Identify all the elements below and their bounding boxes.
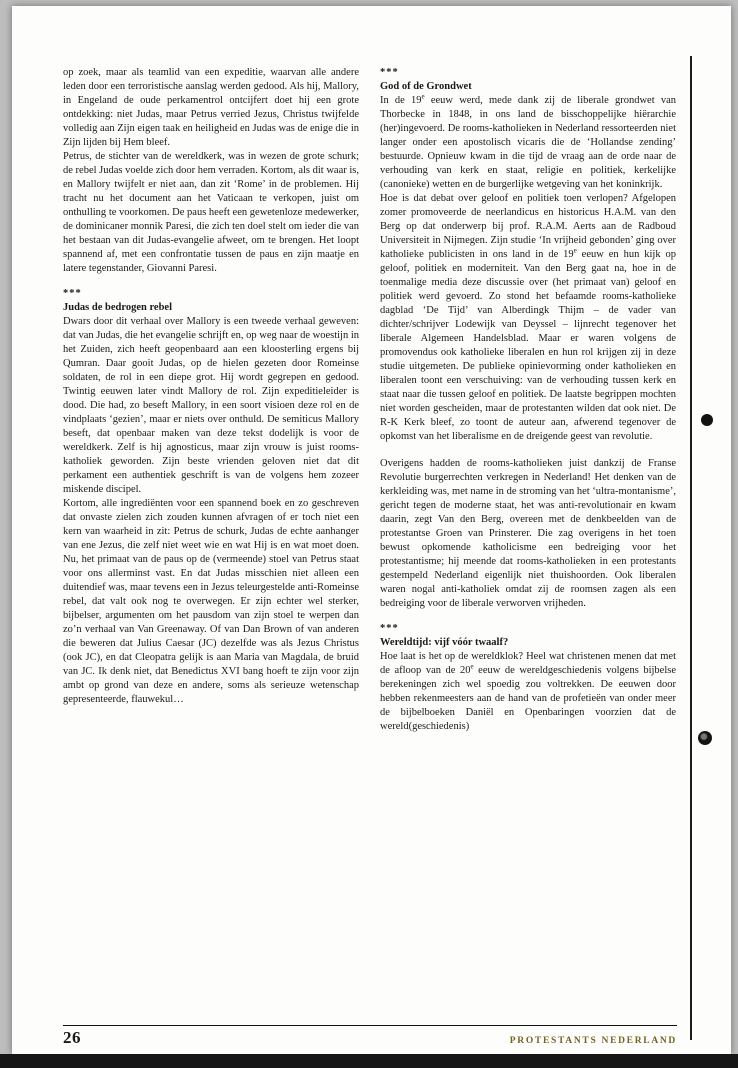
superscript-e: e (421, 92, 425, 101)
body-paragraph: op zoek, maar als teamlid van een expeditie, waarvan alle andere leden door een terroristische aanslag werden gedood. Als hij, Mallory, in Engeland de oude perkamentrol ontcijfert doet hij een grote ontdekking: niet Judas, maar Petrus verried Jezus, Christus twijfelde volledig aan Zijn eigen taak en heiligheid en Judas was de enige die in Zijn lijden bij Hem bleef. (63, 67, 359, 148)
section-separator: *** (380, 67, 399, 78)
footer-rule (63, 1025, 677, 1026)
page-number: 26 (63, 1028, 81, 1047)
magazine-title: PROTESTANTS NEDERLAND (509, 1036, 677, 1046)
superscript-e: e (470, 662, 474, 671)
section-heading: Judas de bedrogen rebel (63, 302, 172, 313)
registration-dot-2 (698, 731, 712, 745)
footer-row (63, 1028, 677, 1048)
scan-edge-band (0, 1054, 738, 1068)
body-paragraph: In de 19e eeuw werd, mede dank zij de liberale grondwet van Thorbecke in 1848, in ons land de bisschoppelijke hiërarchie (her)ingevoerd. De rooms-katholieken in Nederland ressorteerden niet langer onder een apostolisch vicaris die de ‘Hollandse zending’ bestuurde. Opnieuw kwam in die tijd de vraag aan de orde naar de verhouding van kerk en staat, religie en politiek, kerkelijke (canonieke) wetten en de burgerlijke wetgeving van het koninkrijk. (380, 92, 676, 190)
right-margin-rule (690, 56, 692, 1040)
column-right (380, 66, 676, 734)
registration-dot-1 (701, 414, 713, 426)
magazine-page (12, 6, 731, 1054)
body-paragraph: Hoe is dat debat over geloof en politiek toen verlopen? Afgelopen zomer promoveerde de neerlandicus en historicus H.A.M. van den Berg op dat onderwerp bij prof. R.A.M. Aerts aan de Radboud Universiteit in Nijmegen. Zijn studie ‘In vrijheid gebonden’ ging over katholieke publicisten in ons land in de 19e eeuw en hun kijk op geloof, politiek en moderniteit. Van den Berg gaat na, hoe in de toenmalige media deze discussie over (het primaat van) geloof en politiek werd gevoerd. Zo stond het befaamde rooms-katholieke dagblad ‘De Tijd’ van Alberdingk Thijm – de vader van dichter/schrijver Lodewijk van Deyssel – lijnrecht tegenover het liberale Algemeen Handelsblad. Maar er waren volgens de promovendus ook katholieke liberalen en hun rol krijgen zij in deze studie uitgemeten. De publieke opinievorming onder katholieken en liberalen toont een verschuiving: van de verhouding tussen kerk en staat naar die tussen geloof en politiek. De laatste begrippen mochten niet worden gescheiden, maar de protestanten wilden dat ook niet. De R-K Kerk bleef, zo toont de auteur aan, afwerend tegenover de opkomst van het liberalisme en de dreigende geest van revolutie. (380, 193, 677, 442)
text-columns (63, 66, 677, 734)
section-heading: Wereldtijd: vijf vóór twaalf? (380, 637, 509, 648)
section-heading: God of de Grondwet (380, 81, 472, 92)
column-left (63, 66, 359, 734)
page-footer (63, 1025, 677, 1048)
body-paragraph: Petrus, de stichter van de wereldkerk, was in wezen de grote schurk; de rebel Judas voelde zich door hem verraden. Kortom, als dit waar is, en Mallory twijfelt er niet aan, dan zit ‘Rome’ in de problemen. Hij tracht nu het document aan het Vaticaan te verkopen, juist om onthulling te voorkomen. De paus heeft een gewetenloze medewerker, de dominicaner monnik Paresi, die zich ten doel stelt om ieder die van het bestaan van dit Judas-evangelie afweet, om te brengen. Het loopt spannend af, met een confrontatie tussen de paus en zijn maatje en latere tegenstander, Giovanni Paresi. (63, 151, 359, 274)
body-paragraph: Overigens hadden de rooms-katholieken juist dankzij de Franse Revolutie burgerrechten verkregen in Nederland! Het denken van de kerkleiding was, met name in de stroming van het ‘ultra-montanisme’, gericht tegen de moderne staat, het was anti-revolutionair en kwam daarin, zegt Van den Berg, overeen met de denkbeelden van de protestantse Groen van Prinsterer. Die zag overigens in het toen bewust opkomende katholicisme een bedreiging voor het protestantisme; hij meende dat rooms-katholieken in een protestants gestempeld Nederland eigenlijk niet thuishoorden. Ook liberalen waren nogal anti-katholiek omdat zij de roomsen zagen als een bedreiging voor de liberale verworven vrijheden. (380, 458, 676, 609)
body-paragraph: Kortom, alle ingrediënten voor een spannend boek en zo geschreven dat onvaste zielen zich zouden kunnen afvragen of er toch niet een kern van waarheid in zit: Petrus de schurk, Judas de echte aanhanger van ene Jezus, die zelf niet weet wie en wat Hij is en wat moet doen. Nu, het primaat van de paus op de (vermeende) stoel van Petrus staat voor ons allerminst vast. En dat Judas misschien niet alleen een duitendief was, maar tevens een in Jezus teleurgestelde anti-Romeinse rebel, dat valt ook nog te overwegen. Er zijn echter wel sterker, bijbelser, argumenten om het pausdom van zijn stoel te werpen dan zo’n verhaal van Van Greenaway. Of van Dan Brown of van anderen die beweren dat Julius Caesar (JC) dezelfde was als Jezus Christus (ook JC), en dat Cleopatra gelijk is aan Maria van Magdala, de bruid van JC. Ik denk niet, dat Benedictus XVI bang hoeft te zijn voor zijn ambt op grond van deze en andere, soms als serieuze wetenschap gepresenteerde, flauwekul… (63, 498, 359, 705)
body-paragraph: Hoe laat is het op de wereldklok? Heel wat christenen menen dat met de afloop van de 20e eeuw de wereldgeschiedenis volgens bijbelse berekeningen zich wel spoedig zou voltrekken. De eeuwen door hebben rekenmeesters aan de hand van de profetieën van onder meer de bijbelboeken Daniël en Openbaringen voorzien dat de wereld(geschiedenis) (380, 651, 676, 732)
superscript-e: e (573, 246, 577, 255)
section-separator: *** (380, 623, 399, 634)
body-paragraph: Dwars door dit verhaal over Mallory is een tweede verhaal geweven: dat van Judas, die het evangelie schrijft en, op weg naar de woestijn in het Zuiden, zich heeft geopenbaard aan een kloosterling ergens bij Qumran. Daar gooit Judas, op de hielen gezeten door Romeinse soldaten, de rol in een diepe grot. Hij wordt gegrepen en gedood. Twintig eeuwen later vindt Mallory de rol. Zijn expeditieleider is dood. Die had, zo beseft Mallory, in een soort visioen deze rol en de vindplaats ‘gezien’, maar er niets over onthuld. De semiticus Mallory beseft, dat openbaar maken van deze tekst dodelijk is voor de wereldkerk. Zelf is hij agnosticus, maar zijn vrouw is juist rooms-katholiek geworden. Zijn beste vrienden geloven niet dat dit perkament een authentiek geschrift is van de volgens hem zozeer miskende discipel. (63, 316, 359, 495)
section-separator: *** (63, 288, 82, 299)
